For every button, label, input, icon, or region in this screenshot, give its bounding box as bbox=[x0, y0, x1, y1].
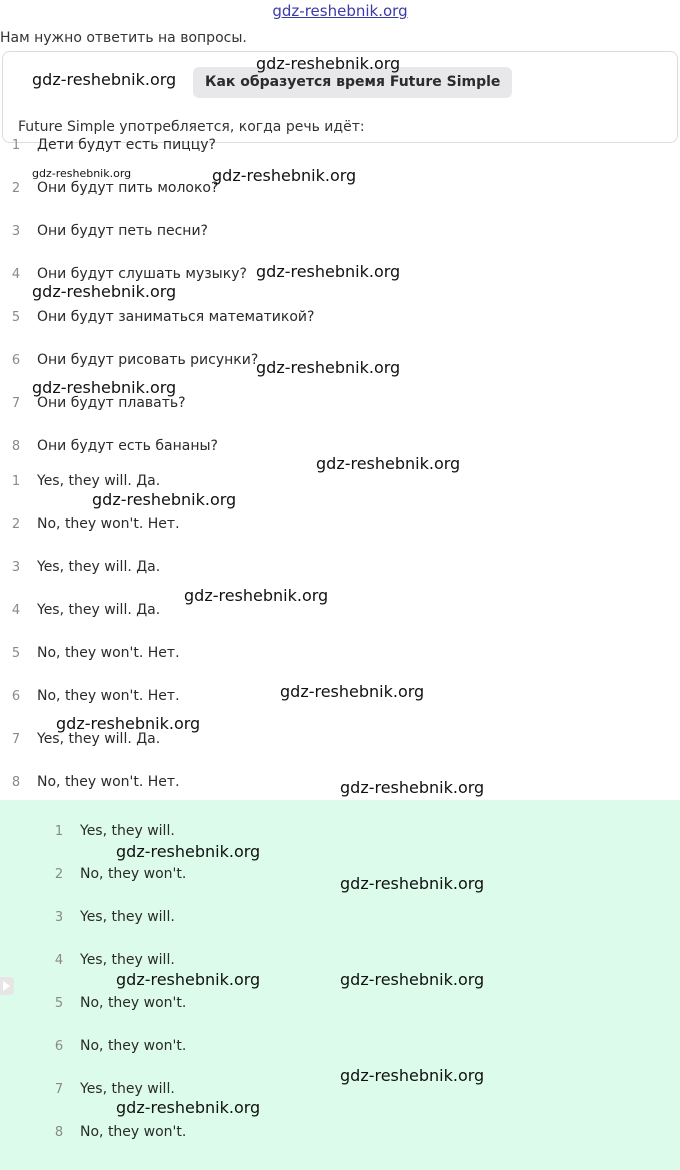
row-number: 1 bbox=[54, 824, 64, 839]
watermark: gdz-reshebnik.org bbox=[340, 778, 485, 797]
question-row bbox=[5, 223, 208, 245]
question-row bbox=[5, 438, 218, 460]
play-icon bbox=[3, 981, 10, 991]
question-text: Они будут пить молоко? bbox=[37, 180, 219, 196]
row-number: 8 bbox=[11, 775, 21, 790]
translated-answer-row bbox=[5, 688, 180, 710]
translated-answer-row bbox=[5, 602, 160, 624]
site-header-link[interactable]: gdz-reshebnik.org bbox=[272, 2, 408, 20]
question-row bbox=[5, 309, 314, 331]
answer-text: Yes, they will. bbox=[80, 1081, 175, 1097]
row-number: 1 bbox=[11, 138, 21, 153]
row-number: 6 bbox=[54, 1039, 64, 1054]
watermark: gdz-reshebnik.org bbox=[184, 586, 329, 605]
row-number: 6 bbox=[11, 353, 21, 368]
question-text: Они будут слушать музыку? bbox=[37, 266, 247, 282]
translated-answer-text: Yes, they will. Да. bbox=[37, 731, 161, 747]
row-number: 8 bbox=[11, 439, 21, 454]
translated-answer-row bbox=[5, 516, 180, 538]
translated-answer-row bbox=[5, 559, 160, 581]
watermark: gdz-reshebnik.org bbox=[116, 1098, 261, 1117]
answer-row bbox=[48, 995, 186, 1017]
question-text: Они будут есть бананы? bbox=[37, 438, 218, 454]
translated-answer-text: No, they won't. Нет. bbox=[37, 774, 180, 790]
question-text: Они будут петь песни? bbox=[37, 223, 208, 239]
translated-answer-text: Yes, they will. Да. bbox=[37, 602, 161, 618]
watermark: gdz-reshebnik.org bbox=[340, 970, 485, 989]
row-number: 4 bbox=[54, 953, 64, 968]
row-number: 4 bbox=[11, 267, 21, 282]
row-number: 4 bbox=[11, 603, 21, 618]
row-number: 8 bbox=[54, 1125, 64, 1140]
row-number: 3 bbox=[54, 910, 64, 925]
watermark: gdz-reshebnik.org bbox=[340, 1066, 485, 1085]
row-number: 6 bbox=[11, 689, 21, 704]
row-number: 2 bbox=[11, 517, 21, 532]
row-number: 7 bbox=[11, 732, 21, 747]
translated-answer-text: Yes, they will. Да. bbox=[37, 473, 161, 489]
question-text: Они будут заниматься математикой? bbox=[37, 309, 315, 325]
watermark: gdz-reshebnik.org bbox=[92, 490, 237, 509]
translated-answer-text: No, they won't. Нет. bbox=[37, 688, 180, 704]
translated-answer-text: No, they won't. Нет. bbox=[37, 645, 180, 661]
row-number: 5 bbox=[54, 996, 64, 1011]
watermark: gdz-reshebnik.org bbox=[212, 166, 357, 185]
answer-row bbox=[48, 1038, 186, 1060]
row-number: 5 bbox=[11, 310, 21, 325]
watermark: gdz-reshebnik.org bbox=[340, 874, 485, 893]
question-row bbox=[5, 180, 218, 202]
watermark: gdz-reshebnik.org bbox=[32, 378, 177, 397]
watermark: gdz-reshebnik.org bbox=[256, 54, 401, 73]
answer-text: No, they won't. bbox=[80, 1124, 187, 1140]
question-text: Дети будут есть пиццу? bbox=[37, 137, 216, 153]
watermark: gdz-reshebnik.org bbox=[116, 842, 261, 861]
answer-text: No, they won't. bbox=[80, 866, 187, 882]
answer-row bbox=[48, 866, 186, 888]
future-simple-chip-button[interactable]: Как образуется время Future Simple bbox=[193, 67, 512, 98]
question-text: Они будут рисовать рисунки? bbox=[37, 352, 259, 368]
translated-answer-text: Yes, they will. Да. bbox=[37, 559, 161, 575]
row-number: 2 bbox=[54, 867, 64, 882]
row-number: 1 bbox=[11, 474, 21, 489]
watermark: gdz-reshebnik.org bbox=[32, 167, 132, 180]
row-number: 2 bbox=[11, 181, 21, 196]
truncated-theory-text: Future Simple употребляется, когда речь идёт: bbox=[18, 119, 365, 135]
watermark: gdz-reshebnik.org bbox=[280, 682, 425, 701]
watermark: gdz-reshebnik.org bbox=[116, 970, 261, 989]
translated-answer-row bbox=[5, 731, 160, 753]
row-number: 5 bbox=[11, 646, 21, 661]
watermark: gdz-reshebnik.org bbox=[56, 714, 201, 733]
watermark: gdz-reshebnik.org bbox=[32, 70, 177, 89]
watermark: gdz-reshebnik.org bbox=[32, 282, 177, 301]
row-number: 7 bbox=[11, 396, 21, 411]
question-text: Они будут плавать? bbox=[37, 395, 186, 411]
question-row bbox=[5, 352, 258, 374]
row-number: 3 bbox=[11, 224, 21, 239]
answer-row bbox=[48, 1124, 186, 1146]
answer-text: No, they won't. bbox=[80, 1038, 187, 1054]
row-number: 7 bbox=[54, 1082, 64, 1097]
translated-answer-text: No, they won't. Нет. bbox=[37, 516, 180, 532]
side-play-tab[interactable] bbox=[0, 977, 14, 995]
answer-row bbox=[48, 909, 175, 931]
watermark: gdz-reshebnik.org bbox=[316, 454, 461, 473]
row-number: 3 bbox=[11, 560, 21, 575]
translated-answer-row bbox=[5, 645, 180, 667]
answer-text: Yes, they will. bbox=[80, 823, 175, 839]
translated-answer-row bbox=[5, 774, 180, 796]
answer-text: Yes, they will. bbox=[80, 952, 175, 968]
question-row bbox=[5, 395, 186, 417]
question-row bbox=[5, 137, 216, 159]
intro-text: Нам нужно ответить на вопросы. bbox=[0, 30, 247, 46]
watermark: gdz-reshebnik.org bbox=[256, 358, 401, 377]
watermark: gdz-reshebnik.org bbox=[256, 262, 401, 281]
answer-text: No, they won't. bbox=[80, 995, 187, 1011]
answer-text: Yes, they will. bbox=[80, 909, 175, 925]
